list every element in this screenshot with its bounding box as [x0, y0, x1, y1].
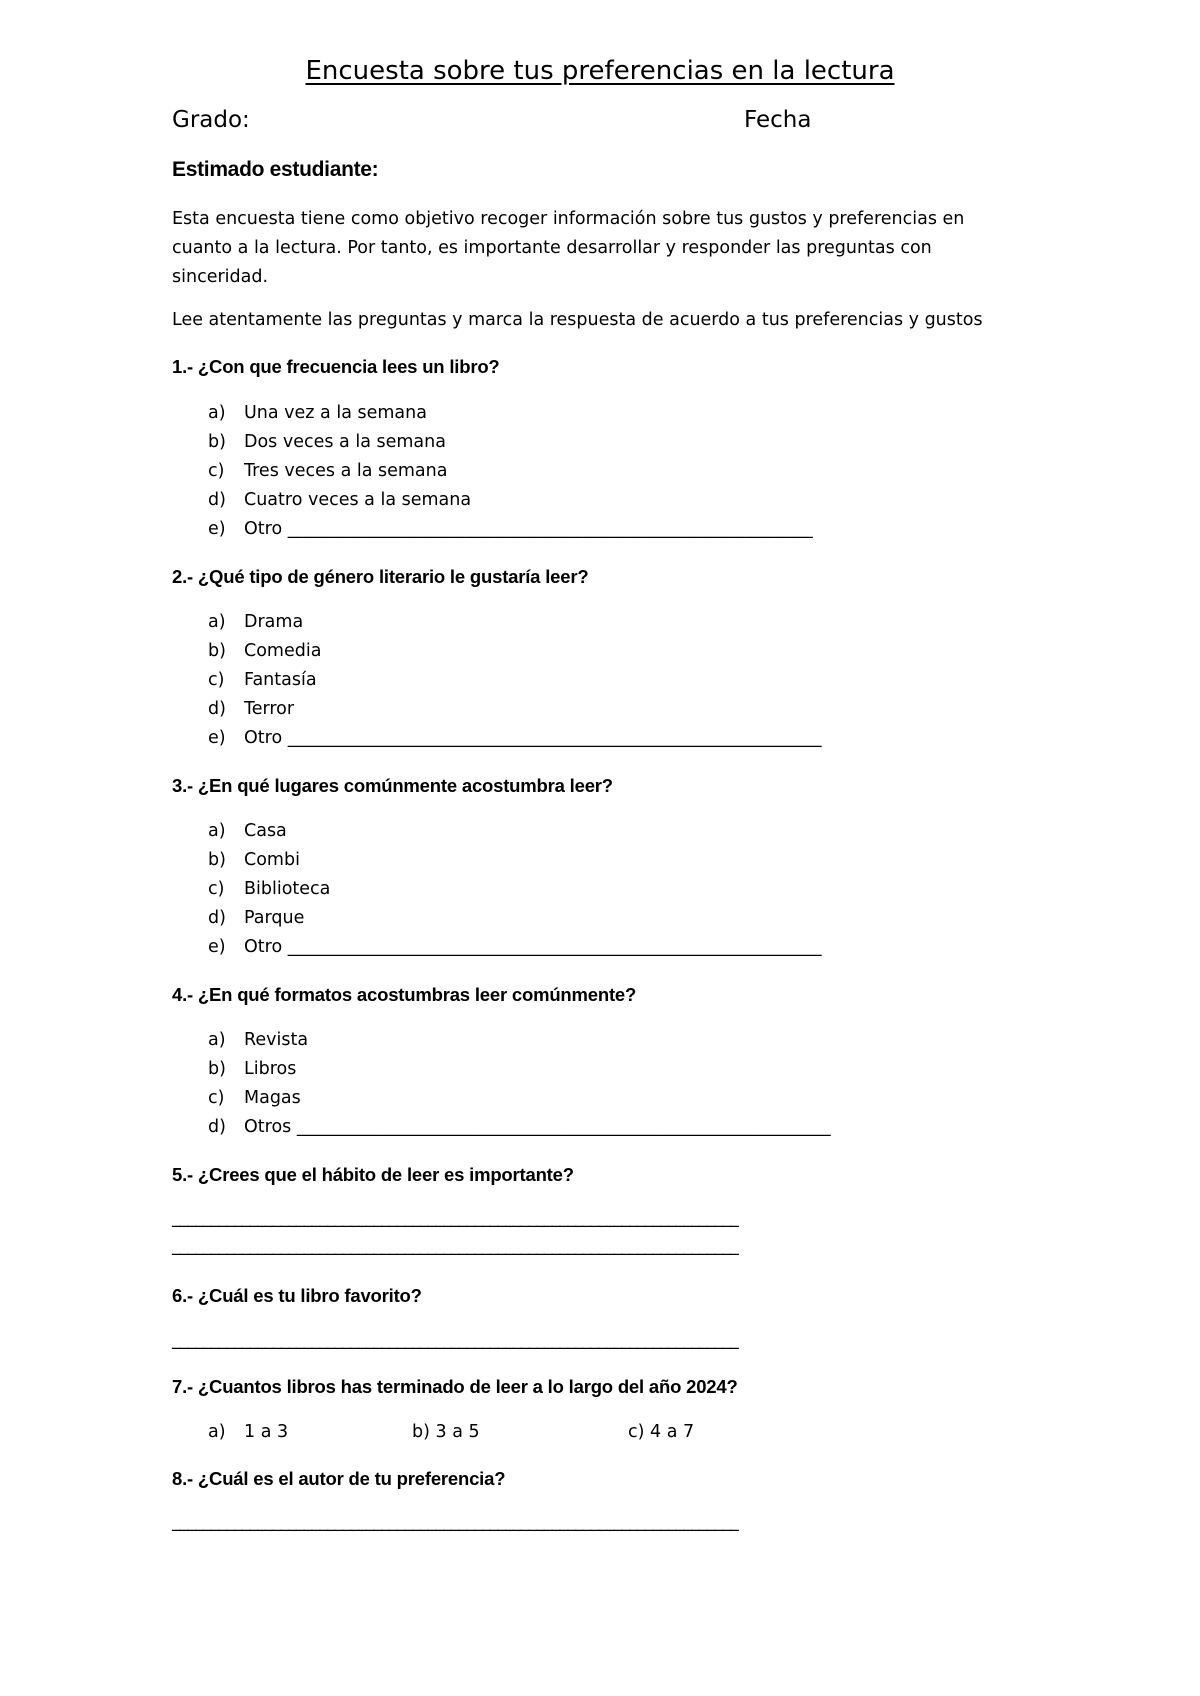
- greeting: Estimado estudiante:: [172, 158, 379, 181]
- option-letter: d): [208, 908, 226, 928]
- q1-option-e[interactable]: [208, 519, 813, 539]
- option-letter: a): [208, 821, 226, 841]
- q1-option-a[interactable]: [208, 403, 427, 423]
- option-text: Una vez a la semana: [244, 403, 427, 423]
- option-letter: b): [208, 850, 226, 870]
- question-6: 6.- ¿Cuál es tu libro favorito?: [172, 1285, 422, 1306]
- option-text: Otro _____________________________________________________________: [244, 937, 822, 957]
- option-text: 1 a 3: [244, 1422, 289, 1442]
- option-text: Cuatro veces a la semana: [244, 490, 472, 510]
- q3-option-a[interactable]: [208, 821, 287, 841]
- question-3: 3.- ¿En qué lugares comúnmente acostumbra leer?: [172, 775, 613, 796]
- option-letter: a): [208, 403, 226, 423]
- q3-option-b[interactable]: [208, 850, 300, 870]
- grado-label: Grado:: [172, 107, 250, 133]
- q7-option-c[interactable]: c) 4 a 7: [628, 1422, 695, 1442]
- q3-option-c[interactable]: [208, 879, 330, 899]
- option-letter: c): [208, 879, 225, 899]
- option-text: Revista: [244, 1030, 309, 1050]
- q2-option-b[interactable]: [208, 641, 321, 661]
- q7-option-a[interactable]: [208, 1422, 288, 1442]
- option-text: Terror: [244, 699, 295, 719]
- option-text: Otro _____________________________________________________________: [244, 728, 822, 748]
- q2-option-c[interactable]: [208, 670, 317, 690]
- option-letter: b): [208, 432, 226, 452]
- question-4: 4.- ¿En qué formatos acostumbras leer comúnmente?: [172, 984, 637, 1005]
- option-letter: c): [208, 461, 225, 481]
- option-text: Libros: [244, 1059, 297, 1079]
- option-text: Drama: [244, 612, 304, 632]
- instructions: Lee atentamente las preguntas y marca la respuesta de acuerdo a tus preferencias y gustos: [172, 310, 983, 330]
- q1-option-d[interactable]: [208, 490, 471, 510]
- question-1: 1.- ¿Con que frecuencia lees un libro?: [172, 356, 500, 377]
- page-title: Encuesta sobre tus preferencias en la lectura: [305, 56, 895, 86]
- option-letter: e): [208, 937, 226, 957]
- option-letter: a): [208, 612, 226, 632]
- q4-option-a[interactable]: [208, 1030, 308, 1050]
- q4-option-d[interactable]: [208, 1117, 831, 1137]
- q1-option-b[interactable]: [208, 432, 446, 452]
- q8-answer-line[interactable]: _________________________________________________________________________: [172, 1512, 738, 1532]
- option-letter: e): [208, 519, 226, 539]
- intro-paragraph: Esta encuesta tiene como objetivo recoger información sobre tus gustos y preferencias en cuanto a la lectura. Por tanto, es importante desarrollar y responder las preguntas con sinceridad.: [172, 209, 965, 287]
- q4-option-b[interactable]: [208, 1059, 296, 1079]
- q2-option-a[interactable]: [208, 612, 303, 632]
- option-text: Casa: [244, 821, 287, 841]
- q7-option-b[interactable]: b) 3 a 5: [412, 1422, 480, 1442]
- option-letter: c): [208, 670, 225, 690]
- option-letter: a): [208, 1422, 226, 1442]
- q2-option-e[interactable]: [208, 728, 821, 748]
- option-text: Magas: [244, 1088, 301, 1108]
- option-letter: d): [208, 1117, 226, 1137]
- option-text: Comedia: [244, 641, 322, 661]
- option-text: Fantasía: [244, 670, 317, 690]
- question-5: 5.- ¿Crees que el hábito de leer es importante?: [172, 1164, 574, 1185]
- q3-option-d[interactable]: [208, 908, 304, 928]
- question-7: 7.- ¿Cuantos libros has terminado de leer a lo largo del año 2024?: [172, 1376, 738, 1397]
- q1-option-c[interactable]: [208, 461, 447, 481]
- q3-option-e[interactable]: [208, 937, 821, 957]
- option-text: Otro ____________________________________________________________: [244, 519, 813, 539]
- q2-option-d[interactable]: [208, 699, 294, 719]
- option-letter: a): [208, 1030, 226, 1050]
- option-letter: d): [208, 490, 226, 510]
- q5-answer-line-2[interactable]: _________________________________________________________________________: [172, 1236, 738, 1256]
- option-text: Parque: [244, 908, 305, 928]
- option-text: Combi: [244, 850, 300, 870]
- option-text: Otros _____________________________________________________________: [244, 1117, 831, 1137]
- q5-answer-line-1[interactable]: _________________________________________________________________________: [172, 1208, 738, 1228]
- option-letter: b): [208, 1059, 226, 1079]
- option-text: Tres veces a la semana: [244, 461, 448, 481]
- option-text: Dos veces a la semana: [244, 432, 446, 452]
- q6-answer-line[interactable]: _________________________________________________________________________: [172, 1330, 738, 1350]
- question-2: 2.- ¿Qué tipo de género literario le gustaría leer?: [172, 566, 589, 587]
- option-letter: b): [208, 641, 226, 661]
- q4-option-c[interactable]: [208, 1088, 301, 1108]
- fecha-label: Fecha: [744, 107, 812, 133]
- option-letter: c): [208, 1088, 225, 1108]
- question-8: 8.- ¿Cuál es el autor de tu preferencia?: [172, 1468, 506, 1489]
- option-letter: e): [208, 728, 226, 748]
- option-letter: d): [208, 699, 226, 719]
- option-text: Biblioteca: [244, 879, 331, 899]
